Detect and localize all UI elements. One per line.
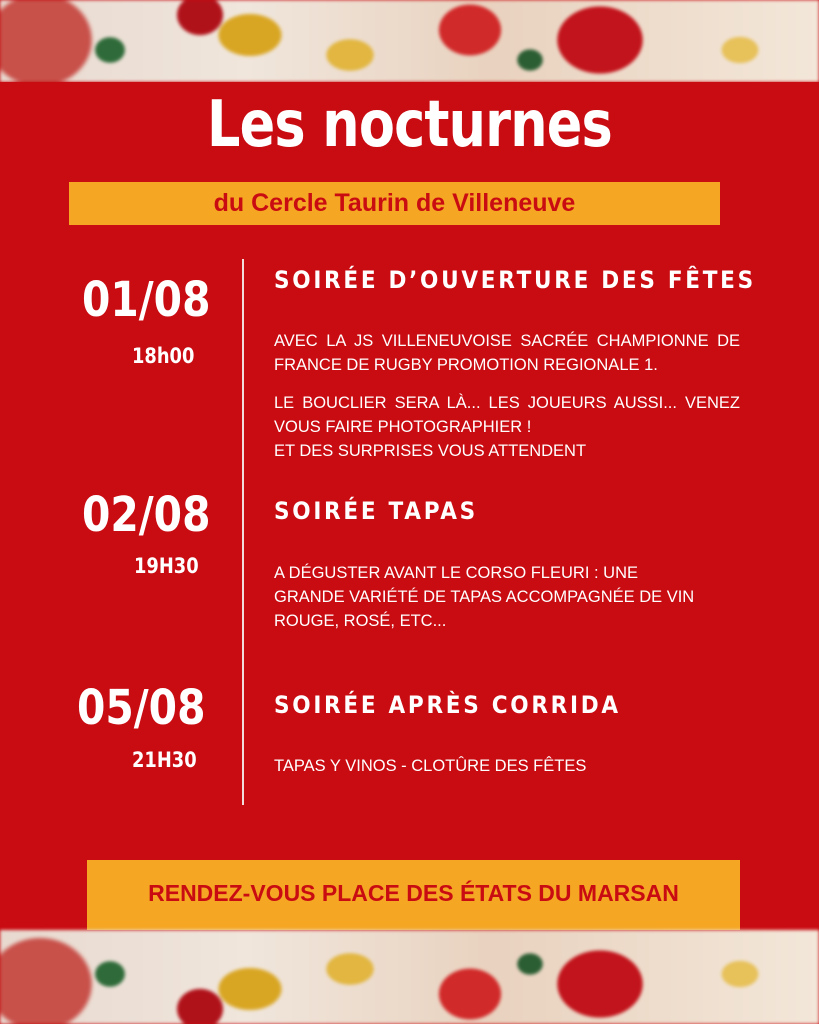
event-date: 01/08 bbox=[82, 272, 211, 328]
event-description-line: LE BOUCLIER SERA LÀ... LES JOUEURS AUSSI... VENEZ VOUS FAIRE PHOTOGRAPHIER ! bbox=[274, 394, 740, 436]
footer-location: RENDEZ-VOUS PLACE DES ÉTATS DU MARSAN bbox=[148, 880, 679, 906]
event-time: 21H30 bbox=[132, 748, 197, 772]
event-title: SOIRÉE APRÈS CORRIDA bbox=[274, 691, 621, 719]
event-description bbox=[274, 754, 740, 778]
event-time: 18h00 bbox=[132, 344, 195, 368]
event-time: 19H30 bbox=[134, 554, 199, 578]
event-description bbox=[274, 561, 704, 633]
event-date: 02/08 bbox=[82, 487, 211, 543]
floral-banner-top bbox=[0, 0, 819, 82]
poster-title: Les nocturnes bbox=[207, 88, 612, 162]
poster-subtitle: du Cercle Taurin de Villeneuve bbox=[213, 189, 576, 217]
event-description-line: A DÉGUSTER AVANT LE CORSO FLEURI : UNE GRANDE VARIÉTÉ DE TAPAS ACCOMPAGNÉE DE VIN ROUGE, ROSÉ, ETC... bbox=[274, 564, 695, 630]
event-title: SOIRÉE D’OUVERTURE DES FÊTES bbox=[274, 266, 756, 294]
event-description-line: ET DES SURPRISES VOUS ATTENDENT bbox=[274, 442, 587, 460]
event-description bbox=[274, 329, 740, 463]
event-date: 05/08 bbox=[77, 680, 206, 736]
event-description-line: TAPAS Y VINOS - CLOTÛRE DES FÊTES bbox=[274, 757, 587, 775]
event-description-line: AVEC LA JS VILLENEUVOISE SACRÉE CHAMPIONNE DE FRANCE DE RUGBY PROMOTION REGIONALE 1. bbox=[274, 332, 740, 374]
floral-banner-bottom bbox=[0, 930, 819, 1024]
event-title: SOIRÉE TAPAS bbox=[274, 497, 478, 525]
vertical-divider bbox=[242, 259, 244, 805]
